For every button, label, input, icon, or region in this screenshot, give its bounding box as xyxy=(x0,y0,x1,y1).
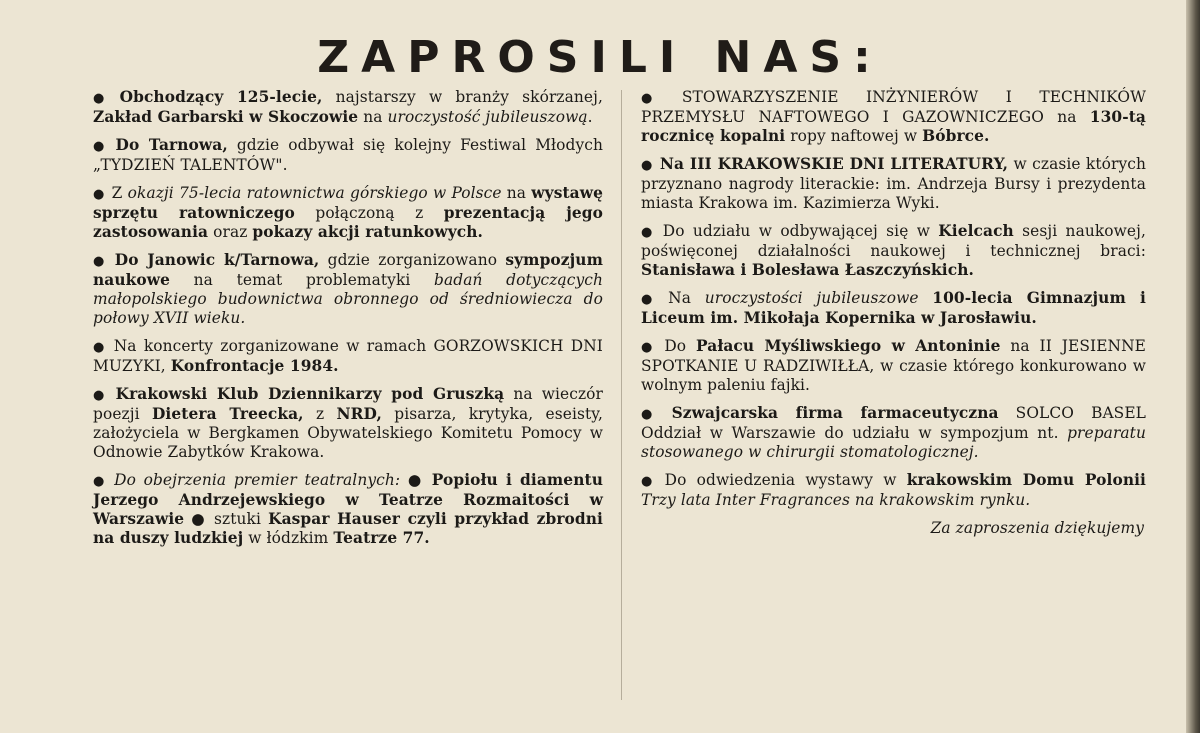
item-text-run: prezentacją jego zastosowania xyxy=(93,204,604,241)
item-text-run: Na III KRAKOWSKIE DNI LITERATURY, xyxy=(659,155,1009,173)
item-text-run: okazji 75-lecia ratownictwa górskiego w Polsce xyxy=(127,184,502,202)
closing-thanks: Za zaproszenia dziękujemy xyxy=(930,519,1144,537)
item-text-run: Obchodzący 125-lecie, xyxy=(119,88,323,106)
item-text-run: Z xyxy=(111,184,128,202)
item-text-run: ● sztuki xyxy=(184,510,269,528)
item-text-run: Konfrontacje 1984. xyxy=(170,357,339,375)
item-text-run: Do xyxy=(664,337,696,355)
item-text-run: na xyxy=(358,108,388,126)
bullet-icon: ● xyxy=(93,340,107,355)
item-text-run: krakowskim Domu Polonii xyxy=(906,471,1147,489)
item-text-run: Popiołu i diamentu Jerzego Andrzejewskiego w Teatrze Rozmaitości w Warszawie xyxy=(93,471,603,528)
item-text-run: Zakład Garbarski w Skoczowie xyxy=(93,108,359,126)
item-text-run: Kielcach xyxy=(938,222,1014,240)
item-text-run: Dietera Treecka, xyxy=(151,405,304,423)
bullet-icon: ● xyxy=(93,388,109,403)
invitation-item xyxy=(641,222,1146,280)
item-text-run: gdzie odbywał się kolejny Festiwal Młodych „TYDZIEŃ TALENTÓW". xyxy=(93,136,603,174)
item-text-run: pokazy akcji ratunkowych. xyxy=(252,223,484,241)
item-text-run: preparatu stosowanego w chirurgii stomatologicznej. xyxy=(641,424,1146,461)
page-title: ZAPROSILI NAS: xyxy=(317,32,883,83)
bullet-icon: ● xyxy=(93,187,105,202)
item-text-run: uroczystość jubileuszową xyxy=(387,108,588,126)
item-text-run xyxy=(919,289,933,307)
item-text-run: Bóbrce. xyxy=(922,127,990,145)
item-text-run: na II JESIENNE SPOTKANIE U RADZIWIŁŁA, w czasie którego konkurowano w wolnym paleniu fajki. xyxy=(641,337,1146,394)
item-text-run: Do Janowic k/Tarnowa, xyxy=(114,251,320,269)
item-text-run: wystawę sprzętu ratowniczego xyxy=(93,184,603,222)
item-text-run: najstarszy w branży skórzanej, xyxy=(322,88,603,106)
bullet-icon: ● xyxy=(93,139,109,154)
bullet-icon: ● xyxy=(641,340,658,355)
item-text-run: Kaspar Hauser czyli przykład zbrodni na duszy ludzkiej xyxy=(93,510,603,547)
item-text-run: uroczystości jubileuszowe xyxy=(704,289,919,307)
bullet-icon: ● xyxy=(641,91,675,106)
right-column xyxy=(641,88,1146,553)
invitation-item xyxy=(641,155,1146,213)
item-text-run: z xyxy=(303,405,337,423)
page-edge-shadow xyxy=(1186,0,1200,733)
invitation-item xyxy=(93,251,603,328)
invitation-item xyxy=(93,184,603,242)
bullet-icon: ● xyxy=(641,292,662,307)
item-text-run: gdzie zorganizowano xyxy=(319,251,506,269)
item-text-run: Do odwiedzenia wystawy w xyxy=(664,471,907,489)
item-text-run: 100-lecia Gimnazjum i Liceum im. Mikołaja Kopernika w Jarosławiu. xyxy=(641,289,1146,327)
left-column xyxy=(93,88,603,557)
item-text-run: na xyxy=(501,184,532,202)
item-text-run: ● xyxy=(407,471,432,489)
invitation-item xyxy=(93,136,603,175)
invitation-item xyxy=(641,337,1146,395)
item-text-run: ropy naftowej w xyxy=(785,127,923,145)
invitation-item xyxy=(641,289,1146,328)
item-text-run: Na koncerty zorganizowane w ramach GORZOWSKICH DNI MUZYKI, xyxy=(93,337,603,375)
item-text-run: SOLCO BASEL Oddział w Warszawie do udziału w sympozjum nt. xyxy=(641,404,1146,442)
bullet-icon: ● xyxy=(641,225,656,240)
item-text-run: połączoną z xyxy=(294,204,444,222)
item-text-run: NRD, xyxy=(336,405,382,423)
invitation-item xyxy=(641,471,1146,510)
item-text-run: badań dotyczących małopolskiego budownictwa obronnego od średniowiecza do połowy XVII wieku. xyxy=(93,271,603,327)
invitation-item xyxy=(93,385,603,462)
item-text-run: oraz xyxy=(208,223,253,241)
item-text-run: w czasie których przyznano nagrody literackie: im. Andrzeja Bursy i prezydenta miasta Krakowa im. Kazimierza Wyki. xyxy=(641,155,1146,212)
item-text-run: Stanisława i Bolesława Łaszczyńskich. xyxy=(641,261,974,279)
item-text-run: Szwajcarska firma farmaceutyczna xyxy=(671,404,999,422)
item-text-run: Do udziału w odbywającej się w xyxy=(662,222,939,240)
item-text-run: na temat problematyki xyxy=(170,271,435,289)
item-text-run: w łódzkim xyxy=(243,529,334,547)
invitation-item xyxy=(93,88,603,127)
item-text-run: sesji naukowej, poświęconej działalności naukowej i technicznej braci: xyxy=(641,222,1146,260)
item-text-run: na xyxy=(1044,108,1090,126)
item-text-run: Pałacu Myśliwskiego w Antoninie xyxy=(695,337,1001,355)
item-text-run: Do Tarnowa, xyxy=(115,136,228,154)
item-text-run: Trzy lata Inter Fragrances na krakowskim rynku. xyxy=(641,491,1031,509)
bullet-icon: ● xyxy=(93,91,113,106)
item-text-run: 130-tą rocznicę kopalni xyxy=(641,108,1146,145)
bullet-icon: ● xyxy=(641,474,658,489)
item-text-run: sympozjum naukowe xyxy=(93,251,603,289)
item-text-run: STOWARZYSZENIE INŻYNIERÓW I TECHNIKÓW PRZEMYSŁU NAFTOWEGO I GAZOWNICZEGO xyxy=(641,88,1146,126)
invitation-item xyxy=(93,337,603,376)
bullet-icon: ● xyxy=(93,474,108,489)
item-text-run: Krakowski Klub Dziennikarzy pod Gruszką xyxy=(115,385,505,403)
invitation-item xyxy=(641,88,1146,146)
item-text-run: Do obejrzenia premier teatralnych: xyxy=(114,471,408,489)
invitation-item xyxy=(641,404,1146,462)
bullet-icon: ● xyxy=(641,158,653,173)
bullet-icon: ● xyxy=(641,407,665,422)
item-text-run: . xyxy=(587,108,593,126)
bullet-icon: ● xyxy=(93,254,108,269)
invitation-item xyxy=(93,471,603,548)
item-text-run: pisarza, krytyka, eseisty, założyciela w Bergkamen Obywatelskiego Komitetu Pomocy w Odnowie Zabytków Krakowa. xyxy=(93,405,603,461)
item-text-run: na wieczór poezji xyxy=(93,385,603,423)
item-text-run: Teatrze 77. xyxy=(333,529,430,547)
column-divider xyxy=(621,90,622,700)
item-text-run: Na xyxy=(668,289,705,307)
